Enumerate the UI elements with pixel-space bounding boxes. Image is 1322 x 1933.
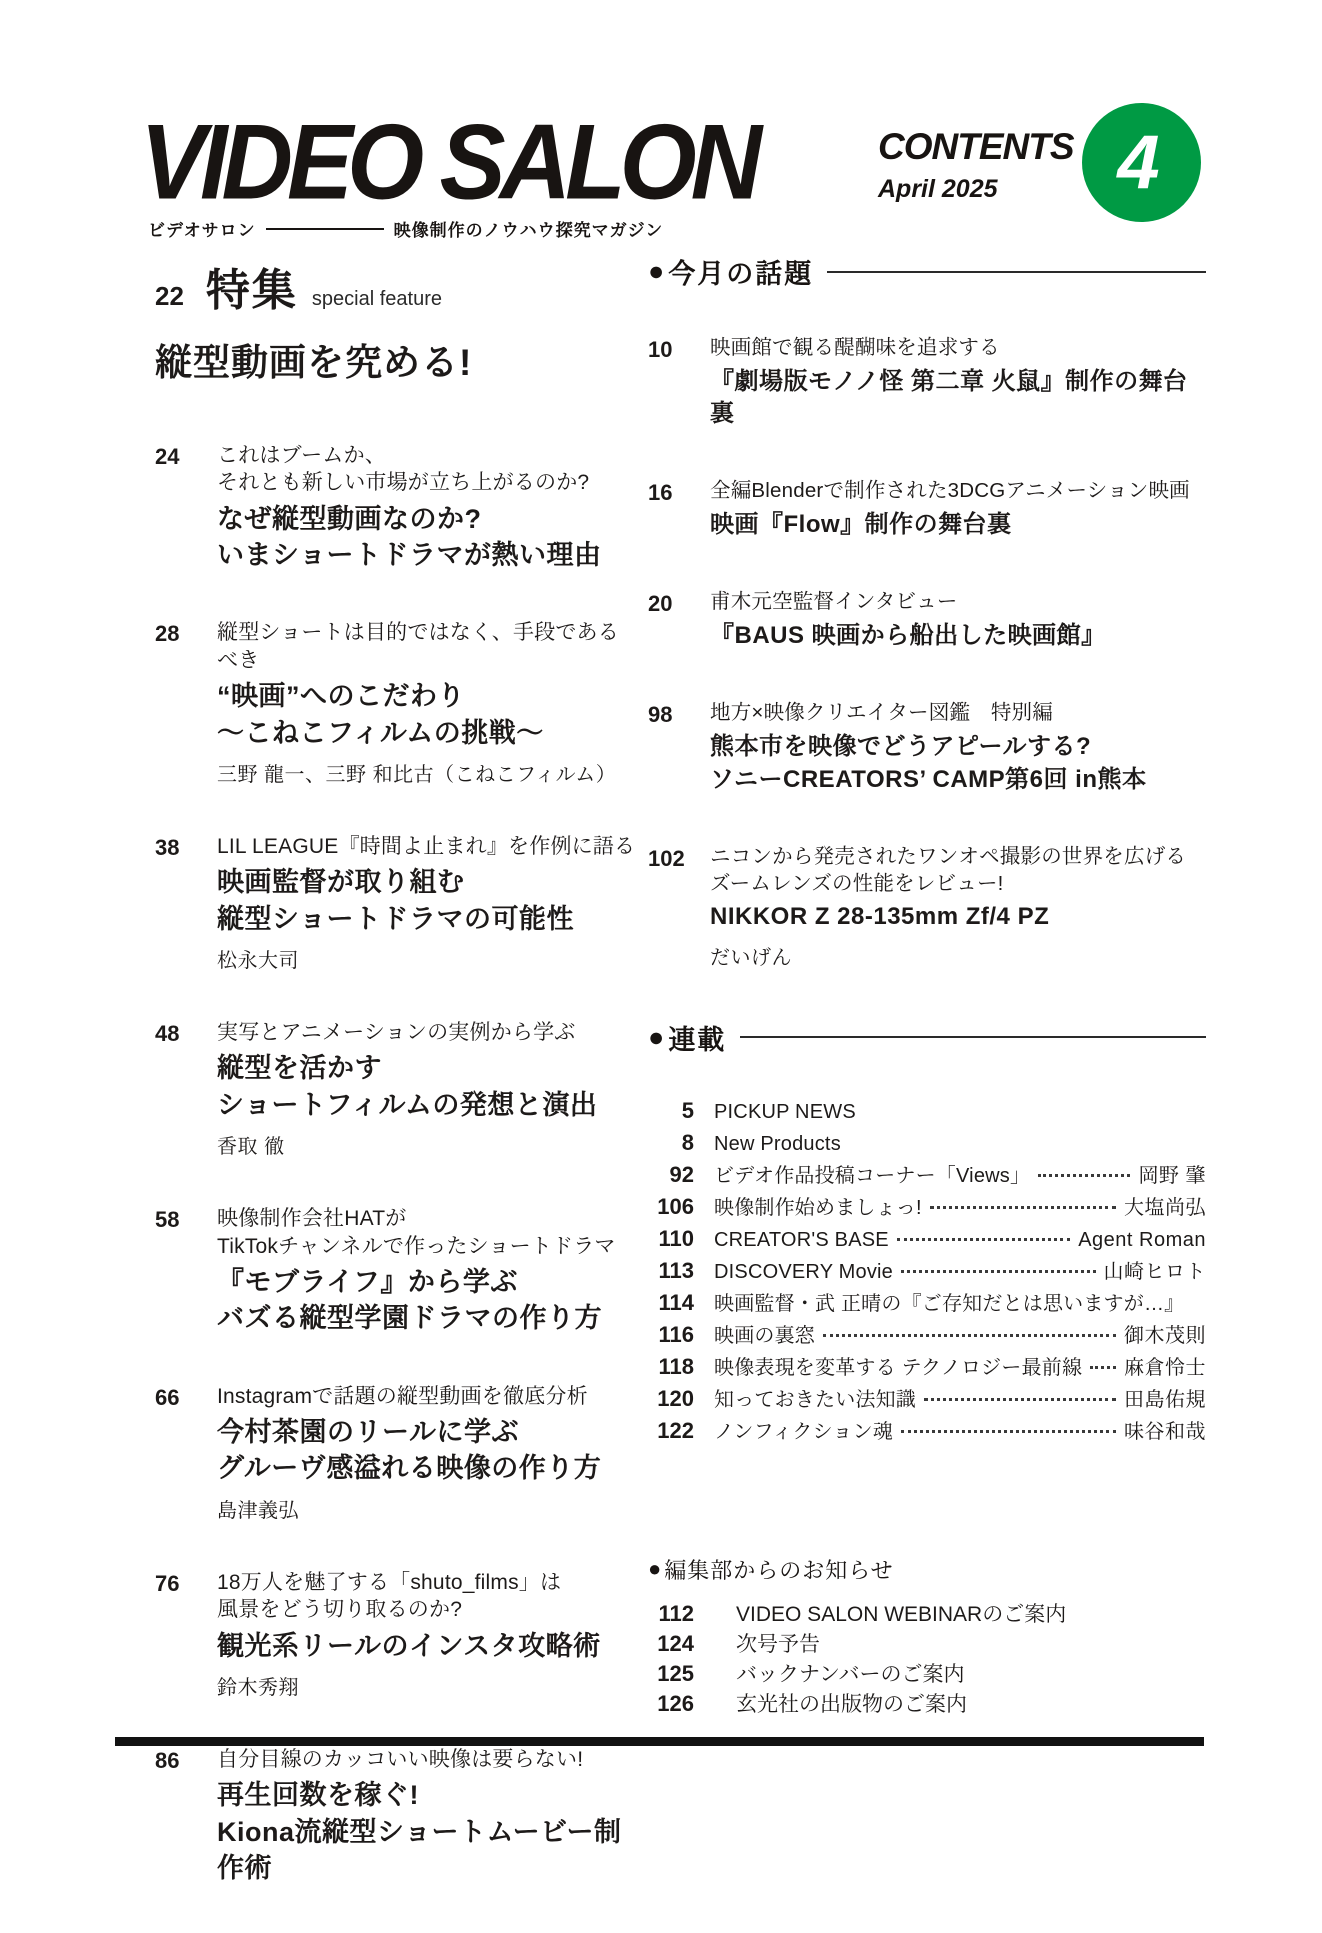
entry-title: 映画『Flow』制作の舞台裏: [710, 511, 1012, 539]
issue-date: April 2025: [878, 175, 998, 203]
entry-body: [217, 1019, 640, 1159]
entry-lead: 全編Blenderで制作された3DCGアニメーション映画: [710, 479, 1190, 503]
dotted-leader: [897, 1238, 1070, 1241]
entry-body: [710, 478, 1206, 541]
entry-page-number: 86: [155, 1747, 180, 1773]
toc-entry: [648, 589, 1206, 652]
serial-title: DISCOVERY Movie: [714, 1260, 893, 1283]
entry-lead: Instagramで話題の縦型動画を徹底分析: [217, 1384, 588, 1408]
entry-page-number: 66: [155, 1384, 180, 1410]
entry-page-number: 102: [648, 845, 685, 871]
serial-page-number: 120: [657, 1385, 694, 1411]
entry-author: 鈴木秀翔: [217, 1676, 299, 1699]
notice-list: [648, 1599, 1206, 1719]
toc-entry: [155, 442, 640, 573]
right-column: [648, 252, 1206, 1719]
entry-title: 再生回数を稼ぐ! Kiona流縦型ショートムービー制作術: [217, 1780, 622, 1884]
entry-title: 『劇場版モノノ怪 第二章 火鼠』制作の舞台裏: [710, 367, 1188, 428]
serial-title: 映画の裏窓: [714, 1324, 815, 1347]
entry-body: [217, 442, 640, 573]
serials-header-label: 連載: [668, 1024, 727, 1055]
serial-author: 麻倉怜士: [1124, 1356, 1206, 1379]
tagline-description: 映像制作のノウハウ探究マガジン: [393, 221, 664, 240]
entry-title: 観光系リールのインスタ攻略術: [217, 1630, 601, 1661]
notice-page-number: 124: [657, 1630, 694, 1656]
serial-title: 知っておきたい法知識: [714, 1388, 916, 1411]
entry-lead: 甫木元空監督インタビュー: [710, 590, 958, 614]
bottom-rule-bar: [115, 1737, 1204, 1746]
toc-entry: [155, 1019, 640, 1159]
feature-page-number: 22: [155, 281, 184, 311]
entry-lead: 18万人を魅了する「shuto_films」は 風景をどう切り取るのか?: [217, 1570, 562, 1622]
serial-page-number: 116: [658, 1321, 694, 1347]
notice-title: バックナンバーのご案内: [736, 1662, 965, 1686]
notice-row: [648, 1689, 1206, 1719]
entry-lead: ニコンから発売されたワンオペ撮影の世界を広げる ズームレンズの性能をレビュー!: [710, 844, 1187, 895]
entry-body: [217, 1569, 640, 1700]
section-bullet-icon: [648, 256, 668, 287]
notices-header-label: 編集部からのお知らせ: [664, 1557, 894, 1583]
feature-headline: 縦型動画を究める!: [155, 342, 473, 383]
tagline-rule: [266, 228, 384, 230]
serial-row: [648, 1385, 1206, 1414]
entry-lead: LIL LEAGUE『時間よ止まれ』を作例に語る: [217, 834, 636, 858]
entry-page-number: 20: [648, 591, 673, 617]
entry-page-number: 24: [155, 444, 180, 469]
toc-entry: [648, 478, 1206, 541]
issue-number: 4: [1117, 120, 1160, 205]
entry-page-number: 28: [155, 621, 180, 647]
serial-author: 大塩尚弘: [1124, 1196, 1206, 1219]
entry-title: 縦型を活かす ショートフィルムの発想と演出: [217, 1053, 598, 1120]
serial-author: Agent Roman: [1078, 1228, 1206, 1251]
entry-title: なぜ縦型動画なのか? いまショートドラマが熱い理由: [217, 503, 602, 571]
entry-body: [217, 833, 640, 973]
entry-lead: 地方×映像クリエイター図鑑 特別編: [710, 701, 1053, 725]
dotted-leader: [823, 1334, 1116, 1337]
entry-title: 『BAUS 映画から船出した映画館』: [710, 622, 1106, 650]
entry-title: 熊本市を映像でどうアピールする? ソニーCREATORS’ CAMP第6回 in熊本: [710, 733, 1147, 793]
serial-author: 味谷和哉: [1124, 1420, 1206, 1443]
serial-author: 岡野 肇: [1138, 1164, 1206, 1187]
serial-row: [648, 1321, 1206, 1350]
serial-row: [648, 1289, 1206, 1318]
tagline-name: ビデオサロン: [148, 221, 256, 240]
entry-body: [710, 589, 1206, 652]
header-rule: [827, 271, 1206, 273]
toc-entry: [155, 1746, 640, 1887]
serial-row: [648, 1161, 1206, 1190]
serial-title: New Products: [714, 1132, 841, 1155]
toc-entry: [155, 619, 640, 786]
entry-author: だいげん: [710, 946, 792, 969]
serial-title: 映像制作始めましょっ!: [714, 1196, 922, 1219]
toc-entry: [155, 1383, 640, 1523]
serial-title: ノンフィクション魂: [714, 1420, 893, 1443]
serial-row: [648, 1417, 1206, 1446]
serial-title: PICKUP NEWS: [714, 1100, 856, 1123]
entry-title: 『モブライフ』から学ぶ バズる縦型学園ドラマの作り方: [217, 1266, 602, 1334]
entry-lead: 映画館で観る醍醐味を追求する: [710, 336, 1000, 359]
toc-entry: [648, 700, 1206, 795]
serial-row: [648, 1193, 1206, 1222]
entry-page-number: 48: [155, 1021, 180, 1047]
section-header-serials: [648, 1018, 1206, 1057]
dotted-leader: [924, 1398, 1116, 1401]
serial-author: 山崎ヒロト: [1103, 1260, 1206, 1283]
serial-title: CREATOR'S BASE: [714, 1228, 889, 1251]
entry-body: [217, 1746, 640, 1887]
entry-page-number: 10: [648, 337, 673, 362]
entry-author: 三野 龍一、三野 和比古（こねこフィルム）: [217, 763, 617, 786]
header-rule: [740, 1036, 1206, 1038]
entry-body: [217, 1205, 640, 1336]
toc-entry: [155, 833, 640, 973]
serial-title: ビデオ作品投稿コーナー「Views」: [714, 1164, 1031, 1187]
section-header-topics: [648, 252, 1206, 291]
serial-row: [648, 1097, 1206, 1126]
serial-page-number: 113: [658, 1257, 694, 1283]
serial-row: [648, 1225, 1206, 1254]
feature-sublabel: special feature: [311, 288, 442, 310]
notice-row: [648, 1629, 1206, 1659]
entry-body: [217, 1383, 640, 1523]
feature-heading: [155, 254, 640, 318]
section-bullet-icon: [648, 1022, 668, 1053]
topics-list: [648, 335, 1206, 970]
dotted-leader: [1038, 1174, 1130, 1177]
serial-page-number: 106: [657, 1193, 694, 1219]
serial-title: 映像表現を変革する テクノロジー最前線: [714, 1356, 1083, 1379]
entry-page-number: 76: [155, 1570, 180, 1596]
entry-page-number: 16: [648, 480, 673, 506]
serial-page-number: 114: [658, 1289, 694, 1315]
toc-entry: [155, 1569, 640, 1700]
entry-lead: 実写とアニメーションの実例から学ぶ: [217, 1021, 576, 1045]
toc-entry: [155, 1205, 640, 1336]
toc-entry: [648, 335, 1206, 430]
entry-page-number: 38: [155, 834, 180, 860]
entry-body: [710, 700, 1206, 795]
magazine-logo: VIDEO SALON: [140, 101, 757, 221]
dotted-leader: [1090, 1366, 1116, 1369]
entry-title: “映画”へのこだわり 〜こねこフィルムの挑戦〜: [217, 681, 544, 748]
serial-author: 田島佑規: [1124, 1388, 1206, 1411]
entry-body: [710, 335, 1206, 430]
notice-page-number: 125: [657, 1660, 694, 1686]
entry-author: 島津義弘: [217, 1499, 299, 1522]
serial-page-number: 8: [681, 1129, 694, 1155]
serial-title: 映画監督・武 正晴の『ご存知だとは思いますが…』: [714, 1292, 1185, 1315]
serial-page-number: 92: [669, 1161, 694, 1187]
contents-header: [878, 128, 1074, 202]
entry-author: 松永大司: [217, 950, 299, 973]
entry-author: 香取 徹: [217, 1136, 285, 1159]
entry-page-number: 98: [648, 702, 673, 728]
notice-title: 次号予告: [736, 1632, 820, 1656]
notice-title: VIDEO SALON WEBINARのご案内: [736, 1602, 1067, 1626]
notice-page-number: 112: [658, 1600, 694, 1626]
entry-lead: これはブームか、 それとも新しい市場が立ち上がるのか?: [217, 444, 590, 495]
feature-article-list: [155, 442, 640, 1887]
dotted-leader: [901, 1430, 1116, 1433]
notice-title: 玄光社の出版物のご案内: [736, 1692, 967, 1716]
dotted-leader: [930, 1206, 1116, 1209]
section-bullet-icon: [648, 1556, 664, 1582]
entry-page-number: 58: [155, 1207, 180, 1233]
serial-page-number: 122: [657, 1417, 694, 1443]
dotted-leader: [901, 1270, 1096, 1273]
entry-lead: 映像制作会社HATが TikTokチャンネルで作ったショートドラマ: [217, 1207, 616, 1258]
entry-title: NIKKOR Z 28-135mm Zf/4 PZ: [710, 903, 1050, 931]
serial-page-number: 110: [658, 1225, 694, 1251]
topics-header-label: 今月の話題: [668, 259, 814, 289]
entry-body: [710, 844, 1206, 970]
serial-row: [648, 1257, 1206, 1286]
serial-row: [648, 1353, 1206, 1382]
entry-title: 映画監督が取り組む 縦型ショートドラマの可能性: [217, 867, 574, 934]
entry-lead: 自分目線のカッコいい映像は要らない!: [217, 1747, 584, 1771]
section-header-notices: [648, 1554, 1206, 1585]
issue-number-badge: [1082, 103, 1201, 222]
entry-title: 今村茶園のリールに学ぶ グルーヴ感溢れる映像の作り方: [217, 1417, 602, 1484]
serial-list: [648, 1097, 1206, 1446]
serial-page-number: 5: [681, 1097, 694, 1123]
serial-page-number: 118: [658, 1353, 694, 1379]
notice-row: [648, 1659, 1206, 1689]
toc-entry: [648, 844, 1206, 970]
feature-section: [155, 254, 640, 1933]
serial-row: [648, 1129, 1206, 1158]
entry-lead: 縦型ショートは目的ではなく、手段であるべき: [217, 621, 619, 672]
notices-section: [648, 1554, 1206, 1719]
feature-label: 特集: [205, 266, 298, 315]
notice-row: [648, 1599, 1206, 1629]
entry-body: [217, 619, 640, 786]
serial-author: 御木茂則: [1124, 1324, 1206, 1347]
magazine-tagline: [148, 216, 663, 241]
contents-label: CONTENTS: [878, 126, 1074, 167]
notice-page-number: 126: [657, 1690, 694, 1716]
